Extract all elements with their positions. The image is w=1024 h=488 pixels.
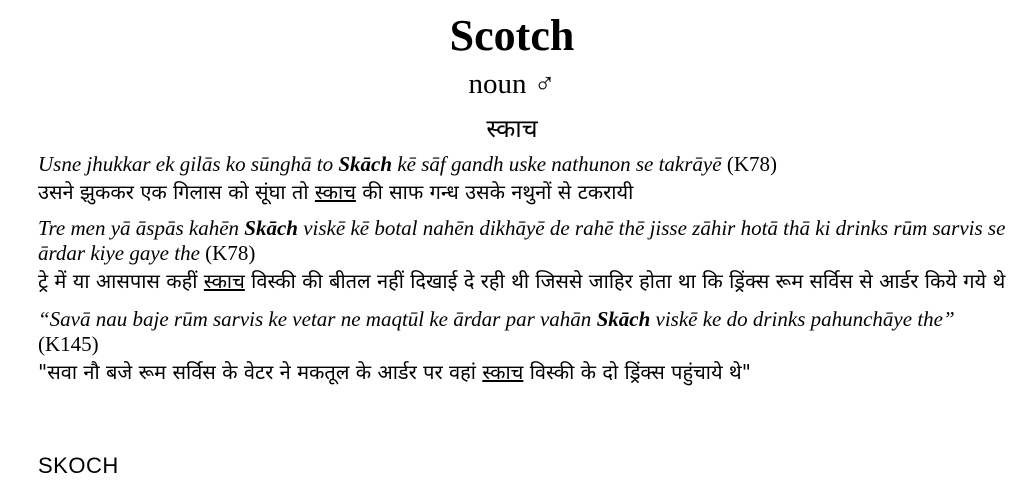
source-reference: (K145) (38, 332, 99, 356)
example-transliteration: Tre men yā āspās kahēn Skāch viskē kē botal nahēn dikhāyē de rahē thē jisse zāhir hotā thā ki drinks rūm sarvis se ārdar kiye gaye the (K78) (38, 216, 1006, 265)
keyword: Skāch (338, 152, 393, 176)
keyword-hindi: स्काच (314, 180, 356, 204)
examples (38, 152, 1008, 388)
pronunciation: SKOCH (38, 453, 119, 478)
masculine-gender-icon: ♂ (533, 68, 556, 100)
source-reference: (K78) (205, 241, 256, 265)
keyword: Skāch (596, 307, 651, 331)
keyword-hindi: स्काच (482, 360, 524, 384)
keyword: Skāch (244, 216, 298, 240)
headword: Scotch (449, 11, 575, 60)
hindi-headword: स्काच (486, 114, 538, 143)
example-hindi: ट्रे में या आसपास कहीं स्काच विस्की की बीतल नहीं दिखाई दे रही थी जिससे जाहिर होता था कि ड्रिंक्स रूम सर्विस से आर्डर किये गये थे (38, 269, 1006, 293)
example-hindi: "सवा नौ बजे रूम सर्विस के वेटर ने मकतूल के आर्डर पर वहां स्काच विस्की के दो ड्रिंक्स पहुंचाये थे" (38, 360, 751, 384)
example-transliteration: Usne jhukkar ek gilās ko sūnghā to Skāch kē sāf gandh uske nathunon se takrāyē (K78) (38, 152, 777, 176)
part-of-speech: noun (468, 68, 527, 100)
example-transliteration: “Savā nau baje rūm sarvis ke vetar ne maqtūl ke ārdar par vahān Skāch viskē ke do drinks pahunchāye the” (K145) (38, 307, 955, 356)
source-reference: (K78) (726, 152, 777, 176)
example-hindi: उसने झुककर एक गिलास को सूंघा तो स्काच की साफ गन्ध उसके नथुनों से टकरायी (38, 180, 634, 204)
keyword-hindi: स्काच (203, 269, 245, 293)
part-of-speech-line (0, 66, 1024, 102)
